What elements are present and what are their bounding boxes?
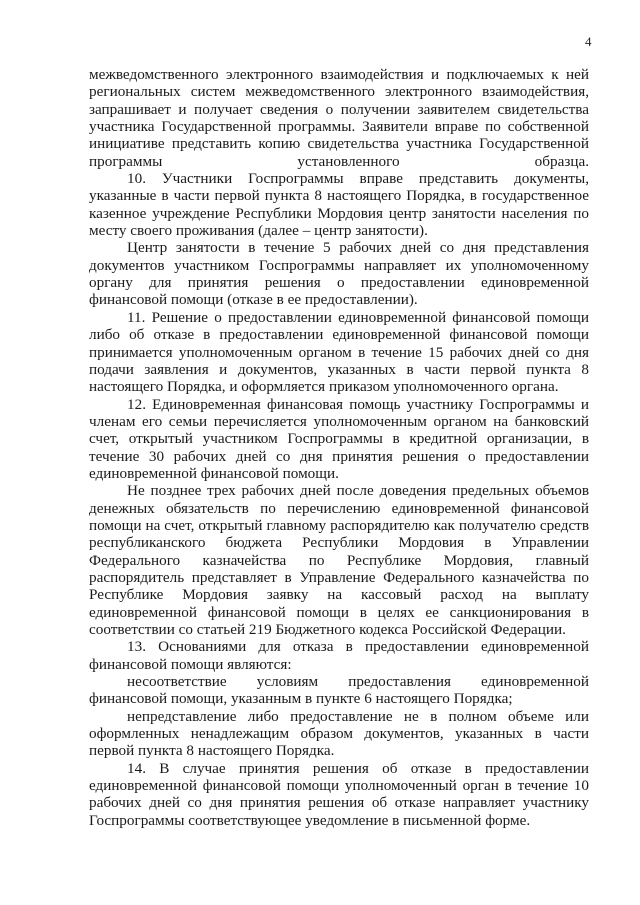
paragraph-treasury: Не позднее трех рабочих дней после доведения предельных объемов денежных обязательств по перечислению единовременной финансовой помощи на счет, открытый главному распорядителю как получателю средств республиканского бюджета Республики Мордовия в Управлении Федерального казначейства по Республике Мордовия, главный распорядитель представляет в Управление Федерального казначейства по Республике Мордовия заявку на кассовый расход на выплату единовременной финансовой помощи в целях ее санкционирования в соответствии со статьей 219 Бюджетного кодекса Российской Федерации. xyxy=(89,482,589,638)
paragraph-item-11: 11. Решение о предоставлении единовременной финансовой помощи либо об отказе в предоставлении единовременной финансовой помощи принимается уполномоченным органом в течение 15 рабочих дней со дня подачи заявления и документов, указанных в части первой пункта 8 настоящего Порядка, и оформляется приказом уполномоченного органа. xyxy=(89,308,589,396)
paragraph-item-13: 13. Основаниями для отказа в предоставлении единовременной финансовой помощи являются: xyxy=(89,638,589,673)
paragraph-refusal-reason-2: непредставление либо предоставление не в полном объеме или оформленных ненадлежащим образом документов, указанных в части первой пункта 8 настоящего Порядка. xyxy=(89,707,589,760)
paragraph-employment-center: Центр занятости в течение 5 рабочих дней со дня представления документов участником Госпрограммы направляет их уполномоченному органу для принятия решения о предоставлении единовременной финансовой помощи (отказе в ее предоставлении). xyxy=(89,239,589,309)
page-number: 4 xyxy=(585,34,592,49)
paragraph-item-12: 12. Единовременная финансовая помощь участнику Госпрограммы и членам его семьи перечисляется уполномоченным органом на банковский счет, открытый участником Госпрограммы в кредитной организации, в течение 30 рабочих дней со дня принятия решения о предоставлении единовременной финансовой помощи. xyxy=(89,395,589,482)
paragraph-refusal-reason-1: несоответствие условиям предоставления единовременной финансовой помощи, указанным в пункте 6 настоящего Порядка; xyxy=(89,673,589,708)
document-body xyxy=(89,66,589,829)
paragraph-item-14: 14. В случае принятия решения об отказе в предоставлении единовременной финансовой помощи уполномоченный орган в течение 10 рабочих дней со дня принятия решения об отказе направляет участнику Госпрограммы соответствующее уведомление в письменной форме. xyxy=(89,759,589,829)
paragraph-continuation: межведомственного электронного взаимодействия и подключаемых к ней региональных систем межведомственного электронного взаимодействия, запрашивает и получает сведения о получении заявителем свидетельства участника Государственной программы. Заявители вправе по собственной инициативе представить копию свидетельства участника Государственной программы установленного образца. xyxy=(89,66,589,170)
paragraph-item-10: 10. Участники Госпрограммы вправе представить документы, указанные в части первой пункта 8 настоящего Порядка, в государственное казенное учреждение Республики Мордовия центр занятости населения по месту своего проживания (далее – центр занятости). xyxy=(89,170,589,240)
